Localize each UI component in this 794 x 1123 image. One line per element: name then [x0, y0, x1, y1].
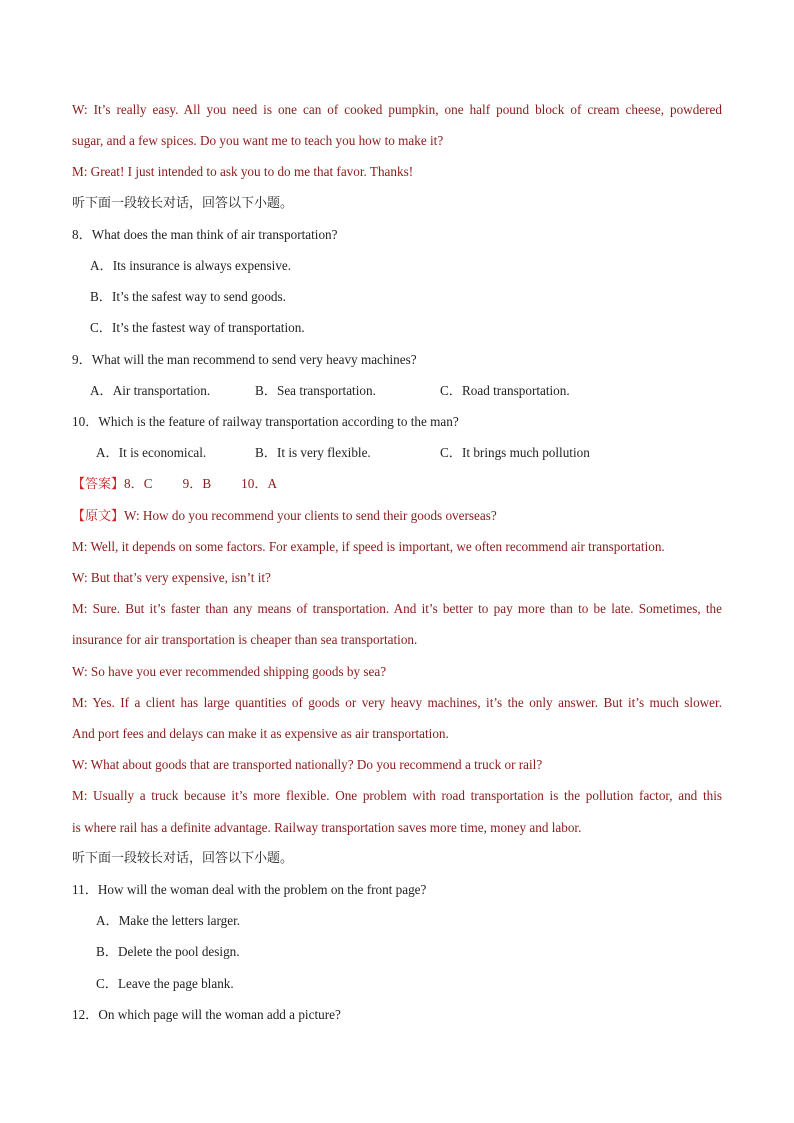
option-10a: A．It is economical. [96, 445, 207, 460]
dialogue-line: W: So have you ever recommended shipping goods by sea? [72, 664, 387, 679]
dialogue-line: M: Sure. But it’s faster than any means of transportation. And it’s better to pay more than to be late. Sometimes, the [72, 601, 722, 616]
option-10c: C．It brings much pollution [440, 445, 590, 460]
question-11: 11．How will the woman deal with the problem on the front page? [72, 882, 427, 897]
answer-9: 9．B [182, 476, 212, 491]
answer-line [72, 475, 277, 494]
dialogue-line: M: Yes. If a client has large quantities of goods or very heavy machines, it’s the only answer. But it’s much slower. [72, 695, 722, 710]
option-11c: C．Leave the page blank. [96, 976, 234, 991]
option-10b: B．It is very flexible. [255, 445, 371, 460]
option-9b: B．Sea transportation. [255, 383, 376, 398]
option-8a: A．Its insurance is always expensive. [90, 258, 292, 273]
dialogue-line: sugar, and a few spices. Do you want me to teach you how to make it? [72, 133, 444, 148]
option-8c: C．It’s the fastest way of transportation. [90, 320, 305, 335]
dialogue-line: W: But that’s very expensive, isn’t it? [72, 570, 271, 585]
dialogue-line: And port fees and delays can make it as expensive as air transportation. [72, 726, 449, 741]
dialogue-line: M: Usually a truck because it’s more flexible. One problem with road transportation is the pollution factor, and this [72, 788, 722, 803]
answer-tag: 【答案】 [72, 477, 125, 492]
dialogue-line: is where rail has a definite advantage. Railway transportation saves more time, money and labor. [72, 820, 582, 835]
dialogue-text: W: How do you recommend your clients to send their goods overseas? [124, 508, 497, 523]
answer-8: 8．C [124, 476, 153, 491]
option-9c: C．Road transportation. [440, 383, 570, 398]
section-instruction: 听下面一段较长对话，回答以下小题。 [72, 851, 294, 866]
option-9a: A．Air transportation. [90, 383, 211, 398]
script-line [72, 507, 497, 526]
question-9: 9．What will the man recommend to send very heavy machines? [72, 352, 417, 367]
option-11b: B．Delete the pool design. [96, 944, 240, 959]
option-8b: B．It’s the safest way to send goods. [90, 289, 286, 304]
dialogue-line: M: Great! I just intended to ask you to do me that favor. Thanks! [72, 164, 414, 179]
question-10: 10．Which is the feature of railway transportation according to the man? [72, 414, 459, 429]
question-12: 12．On which page will the woman add a picture? [72, 1007, 341, 1022]
script-tag: 【原文】 [72, 509, 125, 524]
option-11a: A．Make the letters larger. [96, 913, 241, 928]
dialogue-line: W: What about goods that are transported nationally? Do you recommend a truck or rail? [72, 757, 543, 772]
dialogue-line: M: Well, it depends on some factors. For example, if speed is important, we often recommend air transportation. [72, 539, 665, 554]
section-instruction: 听下面一段较长对话，回答以下小题。 [72, 196, 294, 211]
dialogue-line: W: It’s really easy. All you need is one can of cooked pumpkin, one half pound block of cream cheese, powdered [72, 102, 722, 117]
dialogue-line: insurance for air transportation is cheaper than sea transportation. [72, 632, 418, 647]
answer-10: 10．A [241, 476, 278, 491]
question-8: 8．What does the man think of air transportation? [72, 227, 338, 242]
